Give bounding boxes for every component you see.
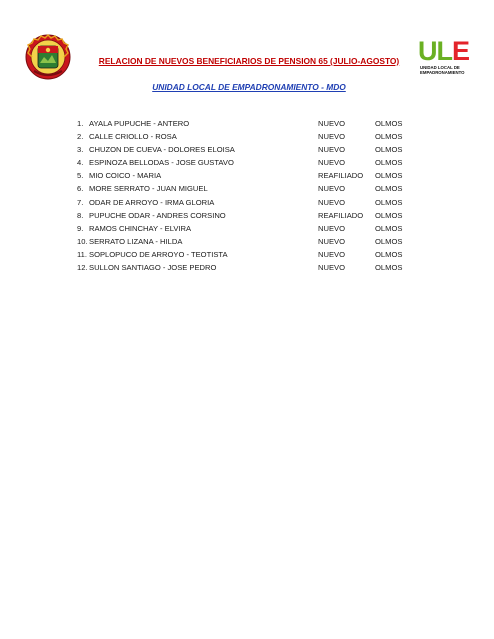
beneficiary-list — [77, 119, 417, 276]
beneficiary-location: OLMOS — [375, 197, 403, 207]
ule-letter-u: U — [418, 36, 437, 66]
beneficiary-location: OLMOS — [375, 158, 403, 168]
beneficiary-location: OLMOS — [375, 236, 403, 246]
beneficiary-name: ESPINOZA BELLODAS - JOSE GUSTAVO — [89, 158, 234, 168]
beneficiary-row — [77, 184, 417, 197]
ule-logo-letters — [418, 38, 469, 65]
beneficiary-name: MIO COICO - MARIA — [89, 171, 162, 181]
beneficiary-row — [77, 250, 417, 263]
beneficiary-status: NUEVO — [318, 132, 346, 142]
beneficiary-number: 9. — [77, 223, 84, 233]
beneficiary-name: CHUZON DE CUEVA - DOLORES ELOISA — [89, 145, 235, 155]
beneficiary-status: NUEVO — [318, 158, 346, 168]
beneficiary-name: AYALA PUPUCHE - ANTERO — [89, 119, 190, 128]
beneficiary-number: 5. — [77, 171, 84, 181]
beneficiary-number: 6. — [77, 184, 84, 194]
beneficiary-name: RAMOS CHINCHAY - ELVIRA — [89, 223, 192, 233]
beneficiary-row — [77, 132, 417, 145]
beneficiary-number: 8. — [77, 210, 84, 220]
beneficiary-name: PUPUCHE ODAR - ANDRES CORSINO — [89, 210, 226, 220]
beneficiary-location: OLMOS — [375, 249, 403, 259]
beneficiary-number: 1. — [77, 119, 84, 128]
beneficiary-row — [77, 198, 417, 211]
beneficiary-location: OLMOS — [375, 119, 403, 128]
beneficiary-location: OLMOS — [375, 223, 403, 233]
beneficiary-name: CALLE CRIOLLO - ROSA — [89, 132, 177, 142]
beneficiary-row — [77, 171, 417, 184]
beneficiary-location: OLMOS — [375, 171, 403, 181]
beneficiary-location: OLMOS — [375, 263, 403, 273]
beneficiary-location: OLMOS — [375, 210, 403, 220]
beneficiary-status: NUEVO — [318, 223, 346, 233]
beneficiary-row — [77, 211, 417, 224]
beneficiary-status: NUEVO — [318, 236, 346, 246]
beneficiary-location: OLMOS — [375, 184, 403, 194]
beneficiary-row — [77, 119, 417, 132]
beneficiary-status: NUEVO — [318, 197, 346, 207]
beneficiary-status: REAFILIADO — [318, 171, 364, 181]
beneficiary-name: SOPLOPUCO DE ARROYO - TEOTISTA — [89, 249, 228, 259]
ule-letter-l: L — [436, 36, 452, 66]
beneficiary-name: MORE SERRATO - JUAN MIGUEL — [89, 184, 208, 194]
beneficiary-location: OLMOS — [375, 132, 403, 142]
beneficiary-number: 2. — [77, 132, 84, 142]
municipal-seal-icon — [24, 33, 72, 81]
beneficiary-status: NUEVO — [318, 263, 346, 273]
beneficiary-status: NUEVO — [318, 249, 346, 259]
document-title: RELACION DE NUEVOS BENEFICIARIOS DE PENSION 65 (JULIO-AGOSTO) — [98, 56, 400, 66]
beneficiary-status: REAFILIADO — [318, 210, 364, 220]
beneficiary-number: 12. — [77, 263, 88, 273]
ule-letter-e: E — [452, 36, 470, 66]
beneficiary-status: NUEVO — [318, 119, 346, 128]
beneficiary-number: 4. — [77, 158, 84, 168]
beneficiary-row — [77, 158, 417, 171]
beneficiary-status: NUEVO — [318, 145, 346, 155]
beneficiary-row — [77, 145, 417, 158]
beneficiary-row — [77, 237, 417, 250]
ule-logo-line2: EMPADRONAMIENTO — [420, 70, 465, 75]
document-subtitle: UNIDAD LOCAL DE EMPADRONAMIENTO - MDO — [152, 82, 346, 92]
beneficiary-status: NUEVO — [318, 184, 346, 194]
beneficiary-name: SERRATO LIZANA - HILDA — [89, 236, 183, 246]
beneficiary-row — [77, 224, 417, 237]
beneficiary-name: ODAR DE ARROYO - IRMA GLORIA — [89, 197, 215, 207]
ule-logo — [418, 38, 476, 80]
beneficiary-number: 3. — [77, 145, 84, 155]
beneficiary-number: 11. — [77, 249, 87, 259]
beneficiary-name: SULLON SANTIAGO - JOSE PEDRO — [89, 263, 217, 273]
ule-logo-line1: UNIDAD LOCAL DE — [420, 65, 460, 70]
beneficiary-location: OLMOS — [375, 145, 403, 155]
beneficiary-number: 7. — [77, 197, 84, 207]
beneficiary-row — [77, 263, 417, 276]
beneficiary-number: 10. — [77, 236, 88, 246]
